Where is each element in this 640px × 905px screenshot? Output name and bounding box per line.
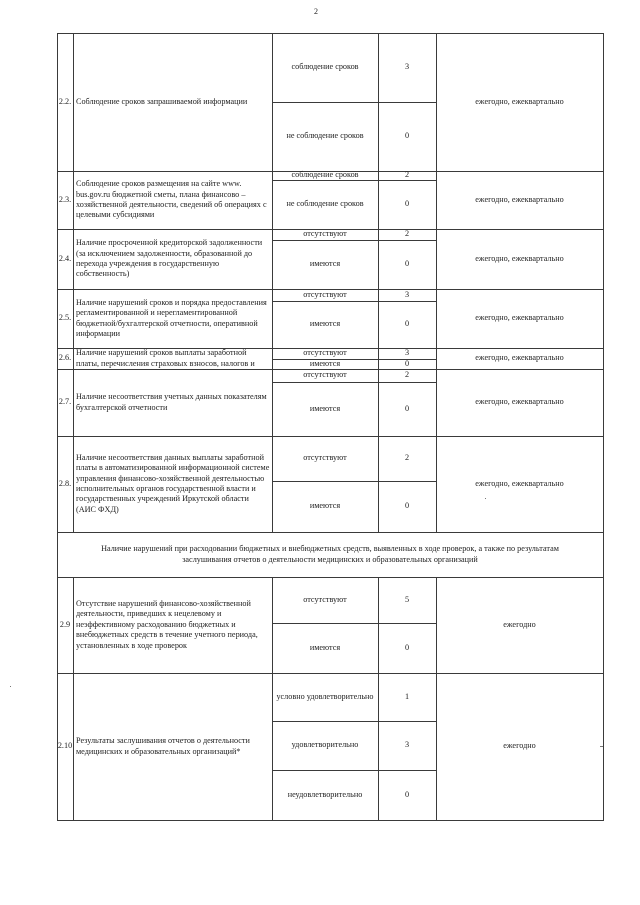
option-label: отсутствуют: [303, 453, 347, 463]
row-number: 2.7.: [58, 397, 72, 407]
row-number: 2.10: [57, 741, 73, 751]
table-rule-v: [603, 33, 604, 821]
criterion-title: Соблюдение сроков запрашиваемой информации: [76, 96, 248, 106]
option-score: 0: [404, 199, 410, 209]
option-label: не соблюдение сроков: [286, 199, 364, 209]
criterion-title: Наличие несоответствия данных выплаты заработной платы в автоматизированной информационной системе управления финансово-хозяйственной деятельностью исполнительных органов государственной власти и государственных учреждений Иркутской области (АИС ФХД): [76, 452, 270, 514]
reporting-period: ежегодно, ежеквартально: [475, 397, 564, 407]
option-label: имеются: [309, 319, 341, 329]
option-label: неудовлетворительно: [287, 789, 363, 799]
criterion-title: Наличие несоответствия учетных данных показателям бухгалтерской отчетности: [76, 392, 267, 412]
option-label: имеются: [309, 358, 341, 368]
option-score: 2: [404, 229, 410, 239]
option-label: отсутствуют: [303, 289, 347, 299]
option-label: имеются: [309, 501, 341, 511]
option-score: 3: [404, 62, 410, 72]
option-label: соблюдение сроков: [291, 62, 359, 72]
reporting-period: ежегодно: [503, 741, 536, 751]
criterion-title: Наличие просроченной кредиторской задолженности (за исключением задолженности, образованной до перехода учреждения в государственную собственность): [76, 238, 263, 279]
option-label: отсутствуют: [303, 370, 347, 380]
option-score: 0: [404, 319, 410, 329]
criterion-title: Отсутствие нарушений финансово-хозяйственной деятельности, приведших к нецелевому и неэффективному расходованию бюджетных и внебюджетных средств в течение учетного периода, установленных в ходе проверок: [76, 598, 258, 650]
row-number: 2.3.: [58, 194, 72, 204]
table-rule-h: [57, 820, 604, 821]
option-label: отсутствуют: [303, 229, 347, 239]
option-label: условно удовлетворительно: [276, 691, 374, 701]
option-score: 2: [404, 453, 410, 463]
reporting-period: ежегодно: [503, 619, 536, 629]
reporting-period: ежегодно, ежеквартально: [475, 353, 564, 363]
option-score: 0: [404, 789, 410, 799]
option-score: 0: [404, 642, 410, 652]
option-label: не соблюдение сроков: [286, 131, 364, 141]
row-number: 2.6.: [58, 353, 72, 363]
criterion-title: Наличие нарушений сроков и порядка предоставления регламентированной и нерегламентированной бюджетной/бухгалтерской отчетности, оперативной информации: [76, 297, 267, 338]
option-score: 0: [404, 358, 410, 368]
reporting-period: ежегодно, ежеквартально: [475, 253, 564, 263]
row-number: 2.9: [59, 619, 71, 629]
option-score: 3: [404, 289, 410, 299]
criterion-title: Наличие нарушений сроков выплаты заработной платы, перечисления страховых взносов, налогов и: [76, 348, 255, 368]
option-label: соблюдение сроков: [291, 170, 359, 180]
row-number: 2.8.: [58, 478, 72, 488]
section-header: Наличие нарушений при расходовании бюджетных и внебюджетных средств, выявленных в ходе проверок, а также по результатам заслушивания отчетов о деятельности медицинских и образовательных организаций: [101, 544, 559, 564]
option-score: 3: [404, 740, 410, 750]
option-score: 1: [404, 691, 410, 701]
option-label: имеются: [309, 642, 341, 652]
option-score: 0: [404, 131, 410, 141]
criterion-title: Соблюдение сроков размещения на сайте www. bus.gov.ru бюджетной сметы, плана финансово – хозяйственной деятельности, сведений об операциях с целевыми субсидиями: [76, 179, 267, 220]
criterion-title: Результаты заслушивания отчетов о деятельности медицинских и образовательных организаций*: [76, 736, 250, 756]
row-number: 2.5.: [58, 313, 72, 323]
row-number: 2.4.: [58, 253, 72, 263]
row-number: 2.2.: [58, 96, 72, 106]
option-label: отсутствуют: [303, 594, 347, 604]
option-score: 3: [404, 348, 410, 358]
option-score: 2: [404, 170, 410, 180]
option-label: имеются: [309, 403, 341, 413]
reporting-period: ежегодно, ежеквартально: [475, 96, 564, 106]
option-score: 5: [404, 594, 410, 604]
option-score: 2: [404, 370, 410, 380]
page-number: 2: [314, 7, 318, 16]
option-label: отсутствуют: [303, 348, 347, 358]
option-score: 0: [404, 259, 410, 269]
reporting-period: ежегодно, ежеквартально: [475, 313, 564, 323]
option-label: имеются: [309, 259, 341, 269]
option-score: 0: [404, 403, 410, 413]
reporting-period: ежегодно, ежеквартально: [475, 478, 564, 488]
table-rule-h: [57, 577, 604, 578]
option-score: 0: [404, 501, 410, 511]
reporting-period: ежегодно, ежеквартально: [475, 194, 564, 204]
option-label: удовлетворительно: [291, 740, 359, 750]
